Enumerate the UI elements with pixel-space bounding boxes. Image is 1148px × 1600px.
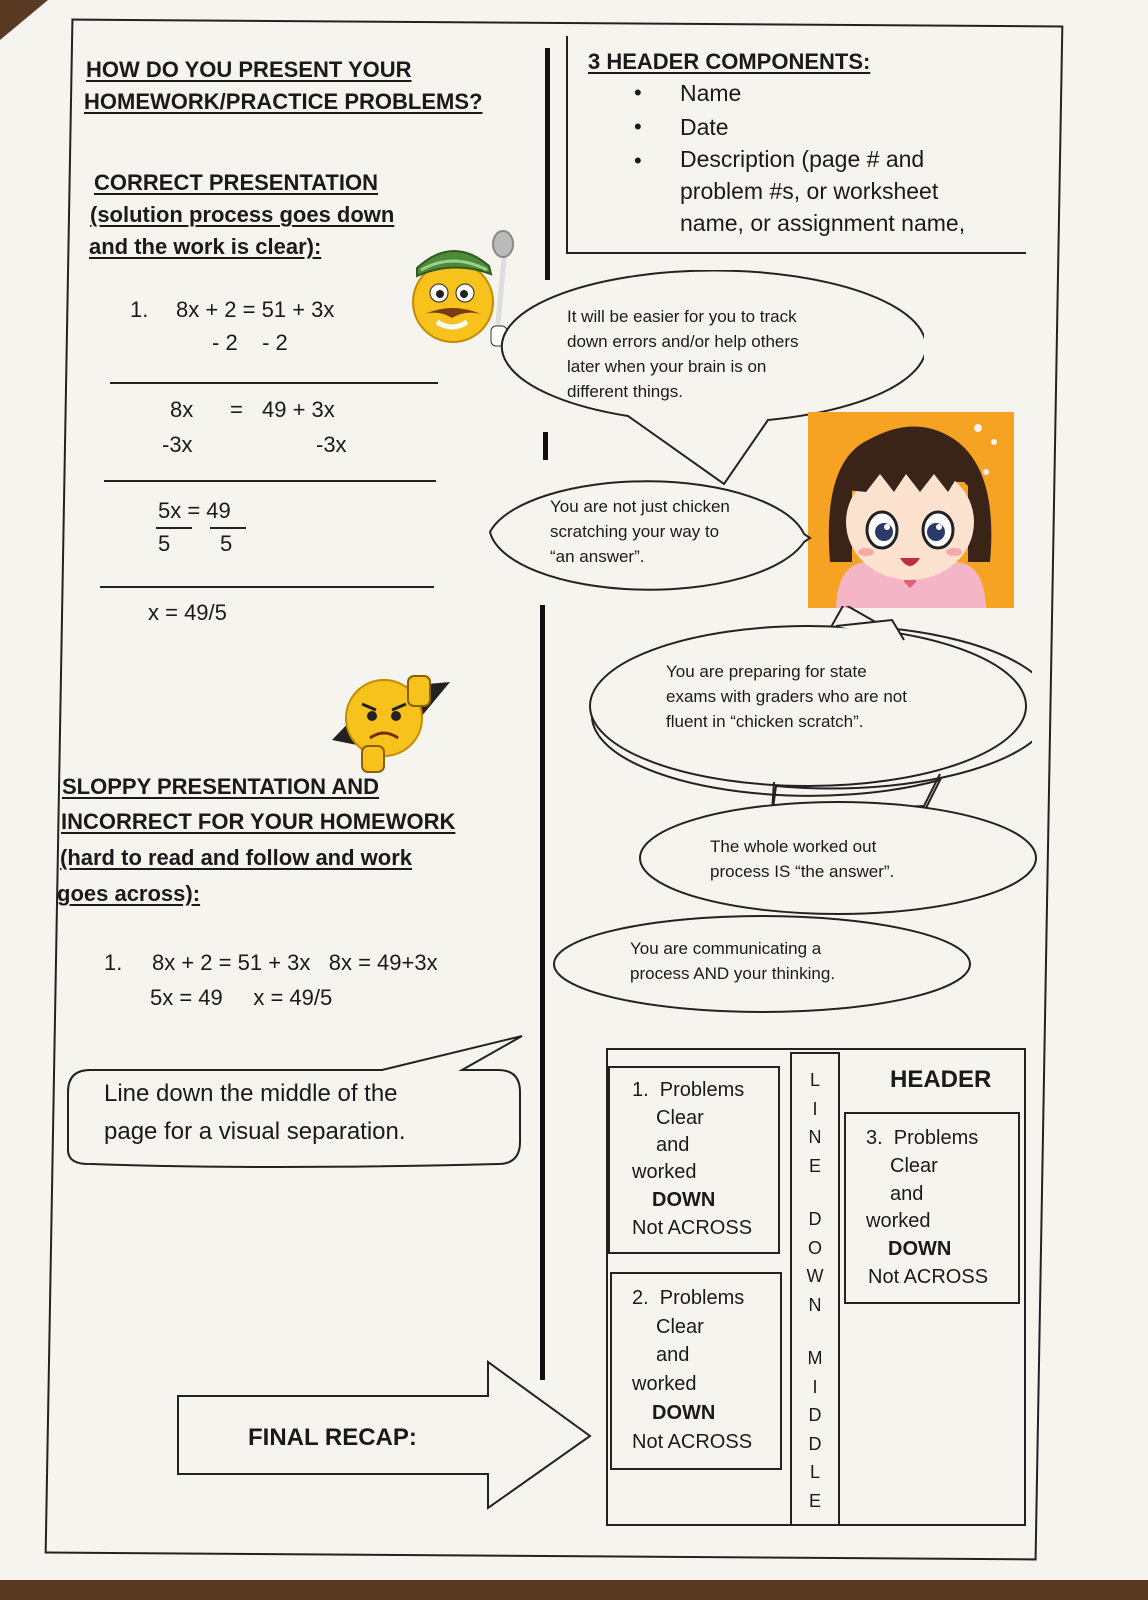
header-bullet-3: • — [634, 148, 642, 173]
vertical-letter: M — [807, 1348, 823, 1368]
header-bullet-1: • — [634, 80, 642, 105]
recap-box-1-line6: Not ACROSS — [632, 1217, 753, 1239]
math-line2: - 2 - 2 — [212, 330, 288, 355]
vertical-letter: N — [808, 1127, 822, 1147]
page-title-line2: HOMEWORK/PRACTICE PROBLEMS? — [84, 89, 483, 114]
vertical-letter: D — [808, 1405, 822, 1425]
speech-bubble-2-line3: “an answer”. — [550, 547, 645, 566]
sloppy-math-line2: 5x = 49 x = 49/5 — [150, 985, 333, 1010]
vertical-line-down-middle — [800, 1066, 830, 1515]
vertical-letter: I — [812, 1376, 818, 1397]
vertical-letter: L — [809, 1462, 820, 1482]
header-item-date: Date — [680, 114, 729, 140]
math-line3a: 8x — [170, 397, 194, 422]
recap-box-3-line2: Clear — [890, 1155, 938, 1177]
math-line3b: = — [230, 397, 243, 422]
recap-box-1-line3: and — [656, 1134, 690, 1156]
vertical-letter: O — [807, 1237, 822, 1258]
sloppy-heading-line3: (hard to read and follow and work — [60, 845, 413, 870]
speech-bubble-5-line2: process AND your thinking. — [630, 964, 836, 983]
speech-bubble-2-line2: scratching your way to — [550, 522, 720, 541]
math-result: x = 49/5 — [148, 600, 227, 625]
math-line1: 8x + 2 = 51 + 3x — [176, 297, 335, 322]
recap-box-2-line4: worked — [632, 1373, 697, 1395]
header-item-description-3: name, or assignment name, — [680, 210, 966, 236]
vertical-letter: E — [808, 1490, 821, 1511]
vertical-letter: W — [806, 1266, 824, 1286]
vertical-letter: D — [808, 1209, 822, 1229]
header-components-title: 3 HEADER COMPONENTS: — [588, 49, 871, 74]
line-bubble-text-2: page for a visual separation. — [104, 1118, 406, 1145]
math-fraction-numerator: 5x = 49 — [158, 498, 231, 523]
vertical-letter: E — [808, 1155, 821, 1176]
math-fraction-den-a: 5 — [158, 531, 171, 556]
speech-bubble-1-line3: later when your brain is on — [567, 357, 767, 376]
recap-box-1-line2: Clear — [656, 1107, 704, 1129]
speech-bubble-1-line2: down errors and/or help others — [567, 332, 799, 351]
recap-box-3-line3: and — [890, 1183, 924, 1205]
speech-bubble-3-line3: fluent in “chicken scratch”. — [666, 712, 864, 731]
speech-bubble-3-line2: exams with graders who are not — [666, 687, 907, 706]
speech-bubble-4-line2: process IS “the answer”. — [710, 862, 895, 881]
final-recap-label: FINAL RECAP: — [248, 1424, 417, 1451]
recap-box-1-line4: worked — [632, 1161, 697, 1183]
math-line3c: 49 + 3x — [262, 397, 335, 422]
recap-box-3-line6: Not ACROSS — [868, 1266, 989, 1288]
math-line4b: -3x — [316, 432, 347, 457]
header-item-description-1: Description (page # and — [680, 146, 925, 172]
recap-box-3-line1: 3. Problems — [866, 1127, 979, 1149]
fraction-bar-left — [156, 527, 192, 529]
vertical-letter: L — [809, 1070, 820, 1090]
speech-bubble-1-line1: It will be easier for you to track — [567, 307, 797, 326]
math-rule1 — [110, 382, 438, 384]
math-fraction-den-b: 5 — [220, 531, 233, 556]
center-divider-top — [545, 48, 550, 280]
vertical-letter-gap — [800, 1180, 830, 1205]
vertical-letter-gap — [800, 1319, 830, 1344]
header-item-description-2: problem #s, or worksheet — [680, 178, 939, 204]
recap-box-2-line5: DOWN — [652, 1402, 716, 1424]
recap-box-2-line1: 2. Problems — [632, 1287, 745, 1309]
vertical-letter: D — [808, 1433, 822, 1454]
math-rule2 — [104, 480, 436, 482]
vertical-letter: N — [808, 1294, 822, 1315]
speech-bubble-3-line1: You are preparing for state — [666, 662, 867, 681]
recap-box-2-line6: Not ACROSS — [632, 1431, 753, 1453]
sloppy-heading-line2: INCORRECT FOR YOUR HOMEWORK — [61, 809, 456, 834]
speech-bubble-4-line1: The whole worked out — [710, 837, 877, 856]
math-number: 1. — [130, 297, 149, 322]
fraction-bar-right — [210, 527, 246, 529]
speech-bubble-2-line1: You are not just chicken — [550, 497, 730, 516]
center-divider-low — [540, 605, 545, 1380]
line-bubble-text-1: Line down the middle of the — [104, 1080, 398, 1107]
header-item-name: Name — [680, 80, 742, 106]
correct-heading-line1: CORRECT PRESENTATION — [94, 170, 378, 195]
recap-box-1-line5: DOWN — [652, 1189, 716, 1211]
recap-box-2-line3: and — [656, 1344, 690, 1366]
sloppy-heading-line1: SLOPPY PRESENTATION AND — [62, 774, 380, 799]
sloppy-math-line1: 8x + 2 = 51 + 3x 8x = 49+3x — [152, 950, 438, 975]
correct-heading-line2: (solution process goes down — [90, 202, 395, 227]
anime-girl-icon — [808, 412, 1014, 608]
recap-box-3-line4: worked — [866, 1210, 931, 1232]
math-rule3 — [100, 586, 434, 588]
vertical-letter: I — [812, 1098, 818, 1119]
header-bullet-2: • — [634, 114, 642, 139]
recap-box-1-line1: 1. Problems — [632, 1079, 745, 1101]
recap-box-2-line2: Clear — [656, 1316, 704, 1338]
speech-bubble-1-line4: different things. — [567, 382, 683, 401]
recap-header-label: HEADER — [890, 1066, 992, 1093]
sloppy-math-number: 1. — [104, 950, 123, 975]
speech-bubble-5-line1: You are communicating a — [630, 939, 822, 958]
recap-box-3-line5: DOWN — [888, 1238, 952, 1260]
sloppy-heading-line4: goes across): — [57, 881, 201, 906]
page-title-line1: HOW DO YOU PRESENT YOUR — [86, 57, 412, 82]
correct-heading-line3: and the work is clear): — [89, 234, 322, 259]
thumbs-down-emoji-icon — [322, 668, 458, 776]
math-line4a: -3x — [162, 432, 193, 457]
